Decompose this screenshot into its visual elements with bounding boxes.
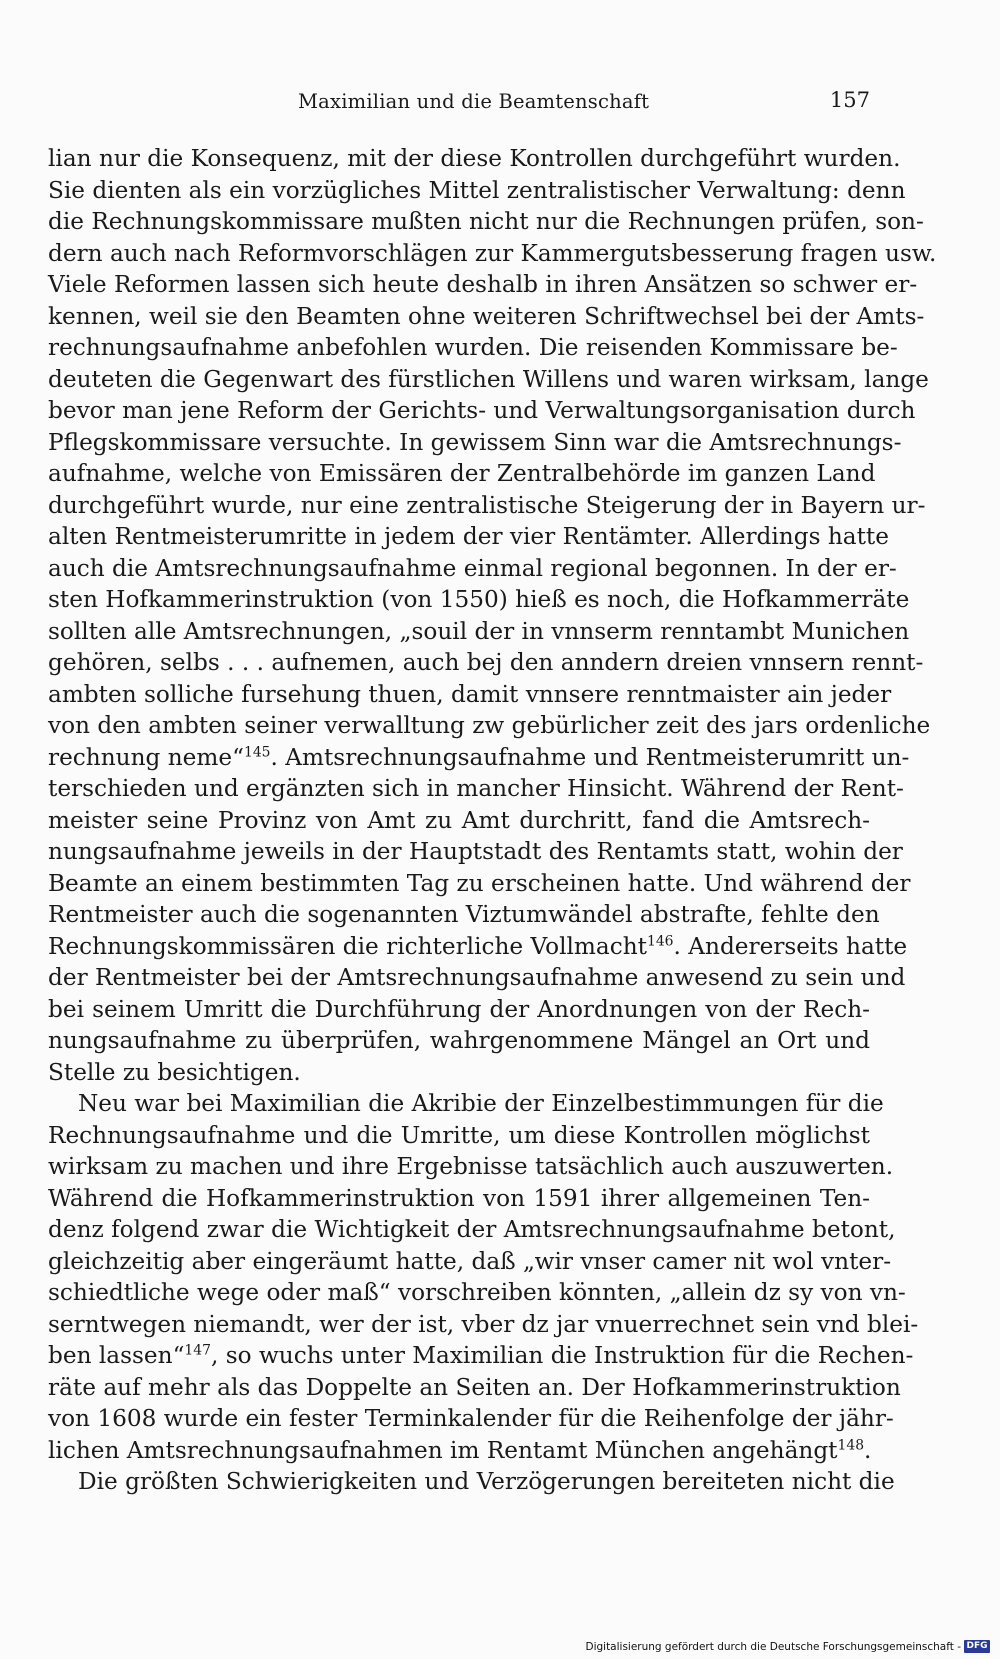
text-line-content: auch die Amtsrechnungsaufnahme einmal regional begonnen. In der er- [48,554,897,582]
text-line [48,805,870,837]
text-line-content: Rechnungsaufnahme und die Umritte, um diese Kontrollen möglichst [48,1121,870,1149]
text-line [48,427,902,459]
text-line [48,1435,870,1467]
page-header [48,86,870,122]
text-line [48,458,876,490]
text-line-content: deuteten die Gegenwart des fürstlichen Willens und waren wirksam, lange [48,365,929,393]
text-line [48,364,929,396]
text-line-content: wirksam zu machen und ihre Ergebnisse tatsächlich auch auszuwerten. [48,1153,894,1180]
text-line-content: Die größten Schwierigkeiten und Verzögerungen bereiteten nicht die [78,1468,895,1495]
text-line-content: bevor man jene Reform der Gerichts- und Verwaltungsorganisation durch [48,397,916,424]
text-line [48,175,906,207]
text-line-content: bei seinem Umritt die Durchführung der Anordnungen von der Rech- [48,995,870,1023]
text-line [48,710,931,742]
text-line-content: gleichzeitig aber eingeräumt hatte, daß „wir vnser camer nit wol vnter- [48,1247,892,1275]
text-line [48,899,880,931]
text-line [48,521,889,553]
text-line [48,868,911,900]
text-line-content: Während die Hofkammerinstruktion von 1591 ihrer allgemeinen Ten- [48,1184,870,1212]
text-line [48,269,918,301]
text-line [48,1372,901,1404]
text-line-content: Pflegskommissare versuchte. In gewissem Sinn war die Amtsrechnungs- [48,428,902,456]
text-line-content: meister seine Provinz von Amt zu Amt durchritt, fand die Amtsrech- [48,806,870,834]
text-line-content: ambten solliche fursehung thuen, damit vnnsere renntmaister ain jeder [48,680,892,708]
text-line-content: rechnungsaufnahme anbefohlen wurden. Die reisenden Kommissare be- [48,334,898,361]
text-line-content: Viele Reformen lassen sich heute deshalb in ihren Ansätzen so schwer er- [48,271,918,298]
text-line [48,553,897,585]
text-line-content: denz folgend zwar die Wichtigkeit der Amtsrechnungsaufnahme betont, [48,1216,896,1243]
text-line [48,1025,870,1057]
text-line-content: von 1608 wurde ein fester Terminkalender für die Reihenfolge der jähr- [48,1405,894,1432]
text-line-content: Neu war bei Maximilian die Akribie der Einzelbestimmungen für die [78,1090,884,1117]
text-line [48,1340,914,1372]
text-line-continuation: . [864,1436,872,1464]
text-line-content: Rentmeister auch die sogenannten Viztumwändel abstrafte, fehlte den [48,901,880,928]
text-line [48,836,903,868]
text-line [48,1120,870,1152]
text-line-content: ben lassen“ [48,1342,185,1369]
text-line-content: sten Hofkammerinstruktion (von 1550) hieß es noch, die Hofkammerräte [48,586,910,613]
text-line [48,647,924,679]
digitization-credit [585,1640,990,1653]
text-line-content: Sie dienten als ein vorzügliches Mittel zentralistischer Verwaltung: denn [48,176,906,204]
text-line-content: räte auf mehr als das Doppelte an Seiten an. Der Hofkammerinstruktion [48,1373,901,1401]
text-line-content: lian nur die Konsequenz, mit der diese Kontrollen durchgeführt wurden. [48,145,901,172]
text-line [48,301,925,333]
text-line-content: alten Rentmeisterumritte in jedem der vier Rentämter. Allerdings hatte [48,523,889,550]
text-line [48,1309,919,1341]
text-line [48,1088,884,1120]
text-line [48,143,901,175]
text-line-content: aufnahme, welche von Emissären der Zentralbehörde im ganzen Land [48,460,876,487]
text-line [48,1151,894,1183]
text-line [48,332,898,364]
text-line [48,206,924,238]
page-number: 157 [829,88,870,112]
text-line-content: Stelle zu besichtigen. [48,1058,301,1086]
text-line [48,1466,895,1498]
text-line-content: terschieden und ergänzten sich in mancher Hinsicht. Während der Rent- [48,775,904,802]
text-line [48,679,892,711]
text-line [48,490,926,522]
text-line [48,773,904,805]
text-line [48,1057,870,1089]
text-line-content: sollten alle Amtsrechnungen, „souil der in vnnserm renntambt Munichen [48,617,910,645]
text-line [48,1183,870,1215]
text-line-content: der Rentmeister bei der Amtsrechnungsaufnahme anwesend zu sein und [48,964,906,991]
text-line-content: lichen Amtsrechnungsaufnahmen im Rentamt München angehängt [48,1436,838,1464]
text-line-content: gehören, selbs . . . aufnemen, auch bej den anndern dreien vnnsern rennt- [48,649,924,676]
text-line-content: rechnung neme“ [48,743,244,771]
text-line-content: Rechnungskommissären die richterliche Vollmacht [48,932,647,960]
text-line-content: serntwegen niemandt, wer der ist, vber dz jar vnuerrechnet sein vnd blei- [48,1310,919,1338]
text-line [48,1277,906,1309]
footnote-reference: 146 [646,932,674,949]
text-line [48,931,908,963]
credit-text: Digitalisierung gefördert durch die Deutsche Forschungsgemeinschaft - [585,1640,961,1653]
text-line-content: dern auch nach Reformvorschlägen zur Kammergutsbesserung fragen usw. [48,239,937,267]
footnote-reference: 147 [184,1342,211,1359]
text-line [48,238,937,270]
text-line [48,1214,896,1246]
text-line [48,962,906,994]
text-line [48,742,910,774]
text-line-content: von den ambten seiner verwalltung zw gebürlicher zeit des jars ordenliche [48,712,931,739]
text-line-continuation: . Amtsrechnungsaufnahme und Rentmeisterumritt un- [270,743,910,771]
text-line [48,1403,894,1435]
text-line-content: schiedtliche wege oder maß“ vorschreiben könnten, „allein dz sy von vn- [48,1279,906,1306]
running-title: Maximilian und die Beamtenschaft [298,90,650,113]
text-line-content: Beamte an einem bestimmten Tag zu erscheinen hatte. Und während der [48,869,911,897]
text-line [48,584,910,616]
text-line [48,395,916,427]
text-line-continuation: . Andererseits hatte [673,932,908,960]
text-line [48,1246,892,1278]
body-text [48,143,937,1498]
footnote-reference: 148 [837,1436,865,1453]
text-line [48,994,870,1026]
text-line-continuation: , so wuchs unter Maximilian die Instruktion für die Rechen- [210,1342,914,1369]
text-line-content: die Rechnungskommissare mußten nicht nur die Rechnungen prüfen, son- [48,208,924,235]
footnote-reference: 145 [243,743,271,760]
text-line-content: kennen, weil sie den Beamten ohne weiteren Schriftwechsel bei der Amts- [48,302,925,330]
text-line [48,616,910,648]
text-line-content: nungsaufnahme zu überprüfen, wahrgenommene Mängel an Ort und [48,1027,870,1054]
text-line-content: durchgeführt wurde, nur eine zentralistische Steigerung der in Bayern ur- [48,491,926,519]
dfg-logo: DFG [964,1640,990,1653]
text-line-content: nungsaufnahme jeweils in der Hauptstadt des Rentamts statt, wohin der [48,838,903,865]
